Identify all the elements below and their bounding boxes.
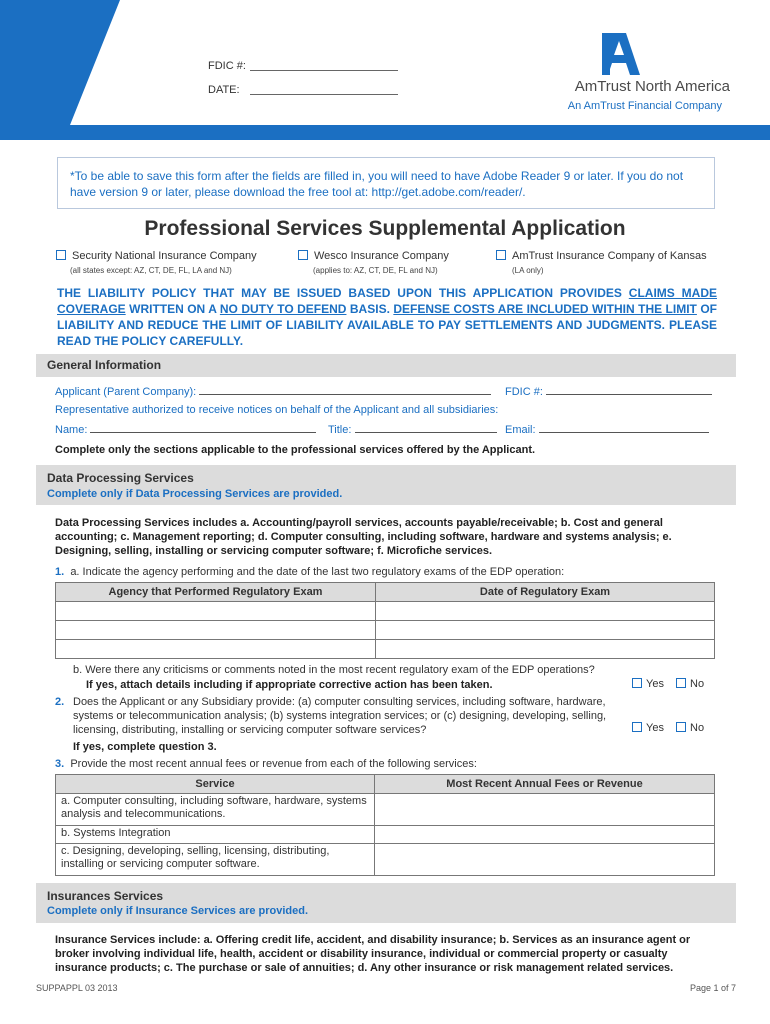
company-option-amtrust-kansas[interactable]: AmTrust Insurance Company of Kansas <box>496 250 707 262</box>
form-code: SUPPAPPL 03 2013 <box>36 983 118 993</box>
service-row-software: c. Designing, developing, selling, licensing, distributing, installing or servicing computer software. <box>56 844 375 876</box>
applicant-row: Applicant (Parent Company): <box>55 386 491 398</box>
exam-agency-cell[interactable] <box>56 621 376 640</box>
company-note-wesco: (applies to: AZ, CT, DE, FL and NJ) <box>313 266 438 275</box>
checkbox-icon[interactable] <box>496 250 506 260</box>
service-row-integration: b. Systems Integration <box>56 826 375 844</box>
checkbox-icon[interactable] <box>676 678 686 688</box>
insurance-subheading: Complete only if Insurance Services are provided. <box>47 905 309 917</box>
service-table-header-service: Service <box>56 775 375 794</box>
revenue-input-cell[interactable] <box>375 794 715 826</box>
title-row: Title: <box>328 424 497 436</box>
exam-table-header-agency: Agency that Performed Regulatory Exam <box>56 583 376 602</box>
applicant-input[interactable] <box>199 386 491 395</box>
service-row-consulting: a. Computer consulting, including software, hardware, systems analysis and telecommunications. <box>56 794 375 826</box>
email-input[interactable] <box>539 424 709 433</box>
exam-agency-cell[interactable] <box>56 640 376 659</box>
title-input[interactable] <box>355 424 497 433</box>
checkbox-icon[interactable] <box>298 250 308 260</box>
amtrust-logo-icon <box>600 33 640 75</box>
checkbox-icon[interactable] <box>676 722 686 732</box>
checkbox-icon[interactable] <box>632 678 642 688</box>
section-insurance-services: Insurances Services <box>36 883 736 923</box>
question-2-instruction: If yes, complete question 3. <box>73 741 217 753</box>
question-1b: b. Were there any criticisms or comments noted in the most recent regulatory exam of the EDP operations? <box>73 664 595 676</box>
insurance-intro: Insurance Services include: a. Offering credit life, accident, and disability insurance; b. Services as an insurance agent or broker involving individual life, health, accident or disability insurance, individual or commercial property or casualty insurance products; c. The purchase or sale of annuities; d. Any other insurance or risk management related services. <box>55 934 691 974</box>
service-table-header-revenue: Most Recent Annual Fees or Revenue <box>375 775 715 794</box>
exam-date-cell[interactable] <box>376 640 715 659</box>
company-option-wesco[interactable]: Wesco Insurance Company <box>298 250 449 262</box>
data-processing-subheading: Complete only if Data Processing Services are provided. <box>47 488 343 500</box>
page-title: Professional Services Supplemental Application <box>144 217 626 240</box>
regulatory-exam-table <box>55 582 715 659</box>
general-instruction: Complete only the sections applicable to the professional services offered by the Applicant. <box>55 444 536 456</box>
checkbox-icon[interactable] <box>56 250 66 260</box>
company-note-amtrust-kansas: (LA only) <box>512 266 544 275</box>
general-fdic-row: FDIC #: <box>505 386 712 398</box>
email-row: Email: <box>505 424 709 436</box>
question-1a: 1. a. Indicate the agency performing and the date of the last two regulatory exams of the EDP operation: <box>55 566 565 578</box>
name-row: Name: <box>55 424 316 436</box>
name-input[interactable] <box>90 424 316 433</box>
header-date-input[interactable] <box>250 94 398 95</box>
representative-text: Representative authorized to receive notices on behalf of the Applicant and all subsidiaries: <box>55 404 499 416</box>
q1b-yes-option[interactable]: Yes <box>632 678 664 690</box>
header-fdic-input[interactable] <box>250 70 398 71</box>
general-fdic-input[interactable] <box>546 386 712 395</box>
adobe-reader-notice: *To be able to save this form after the fields are filled in, you will need to have Adobe Reader 9 or later. If you do not have version 9 or later, please download the free tool at: http://get.adobe.com/reader/. <box>57 157 715 209</box>
page-number: Page 1 of 7 <box>689 983 736 993</box>
liability-notice: THE LIABILITY POLICY THAT MAY BE ISSUED BASED UPON THIS APPLICATION PROVIDES CLAIMS MADE COVERAGE WRITTEN ON A NO DUTY TO DEFEND BASIS. DEFENSE COSTS ARE INCLUDED WITHIN THE LIMIT OF LIABILITY AND REDUCE THE LIMIT OF LIABILITY AVAILABLE TO PAY SETTLEMENTS AND JUDGMENTS. PLEASE READ THE POLICY CAREFULLY. <box>57 286 717 348</box>
question-3: 3. Provide the most recent annual fees or revenue from each of the following services: <box>55 758 477 770</box>
header-date-label: DATE: <box>208 84 240 96</box>
header-fdic-label: FDIC #: <box>208 60 246 72</box>
question-2-number: 2. <box>55 696 65 708</box>
service-revenue-table <box>55 774 715 876</box>
q2-yes-option[interactable]: Yes <box>632 722 664 734</box>
data-processing-intro: Data Processing Services includes a. Accounting/payroll services, accounts payable/receivable; b. Cost and general accounting; c. Management reporting; d. Computer consulting, including software, hardware and systems analysis; e. Designing, selling, installing or servicing computer software; f. Microfiche services. <box>55 517 672 557</box>
question-2: Does the Applicant or any Subsidiary provide: (a) computer consulting services, including software, hardware, systems or telecommunication analysis; (b) systems integration services; or (c) designing, developing, selling, licensing, distributing, installing or servicing computer software services? <box>73 696 607 736</box>
exam-agency-cell[interactable] <box>56 602 376 621</box>
section-data-processing: Data Processing Services <box>36 465 736 505</box>
q2-no-option[interactable]: No <box>676 722 704 734</box>
company-note-security-national: (all states except: AZ, CT, DE, FL, LA and NJ) <box>70 266 232 275</box>
exam-date-cell[interactable] <box>376 621 715 640</box>
exam-table-header-date: Date of Regulatory Exam <box>376 583 715 602</box>
checkbox-icon[interactable] <box>632 722 642 732</box>
q1b-no-option[interactable]: No <box>676 678 704 690</box>
section-general-information: General Information <box>36 354 736 377</box>
revenue-input-cell[interactable] <box>375 844 715 876</box>
company-name: AmTrust North America <box>574 78 730 95</box>
revenue-input-cell[interactable] <box>375 826 715 844</box>
company-tagline: An AmTrust Financial Company <box>567 100 722 112</box>
question-1b-instruction: If yes, attach details including if appropriate corrective action has been taken. <box>86 679 493 691</box>
exam-date-cell[interactable] <box>376 602 715 621</box>
company-option-security-national[interactable]: Security National Insurance Company <box>56 250 257 262</box>
